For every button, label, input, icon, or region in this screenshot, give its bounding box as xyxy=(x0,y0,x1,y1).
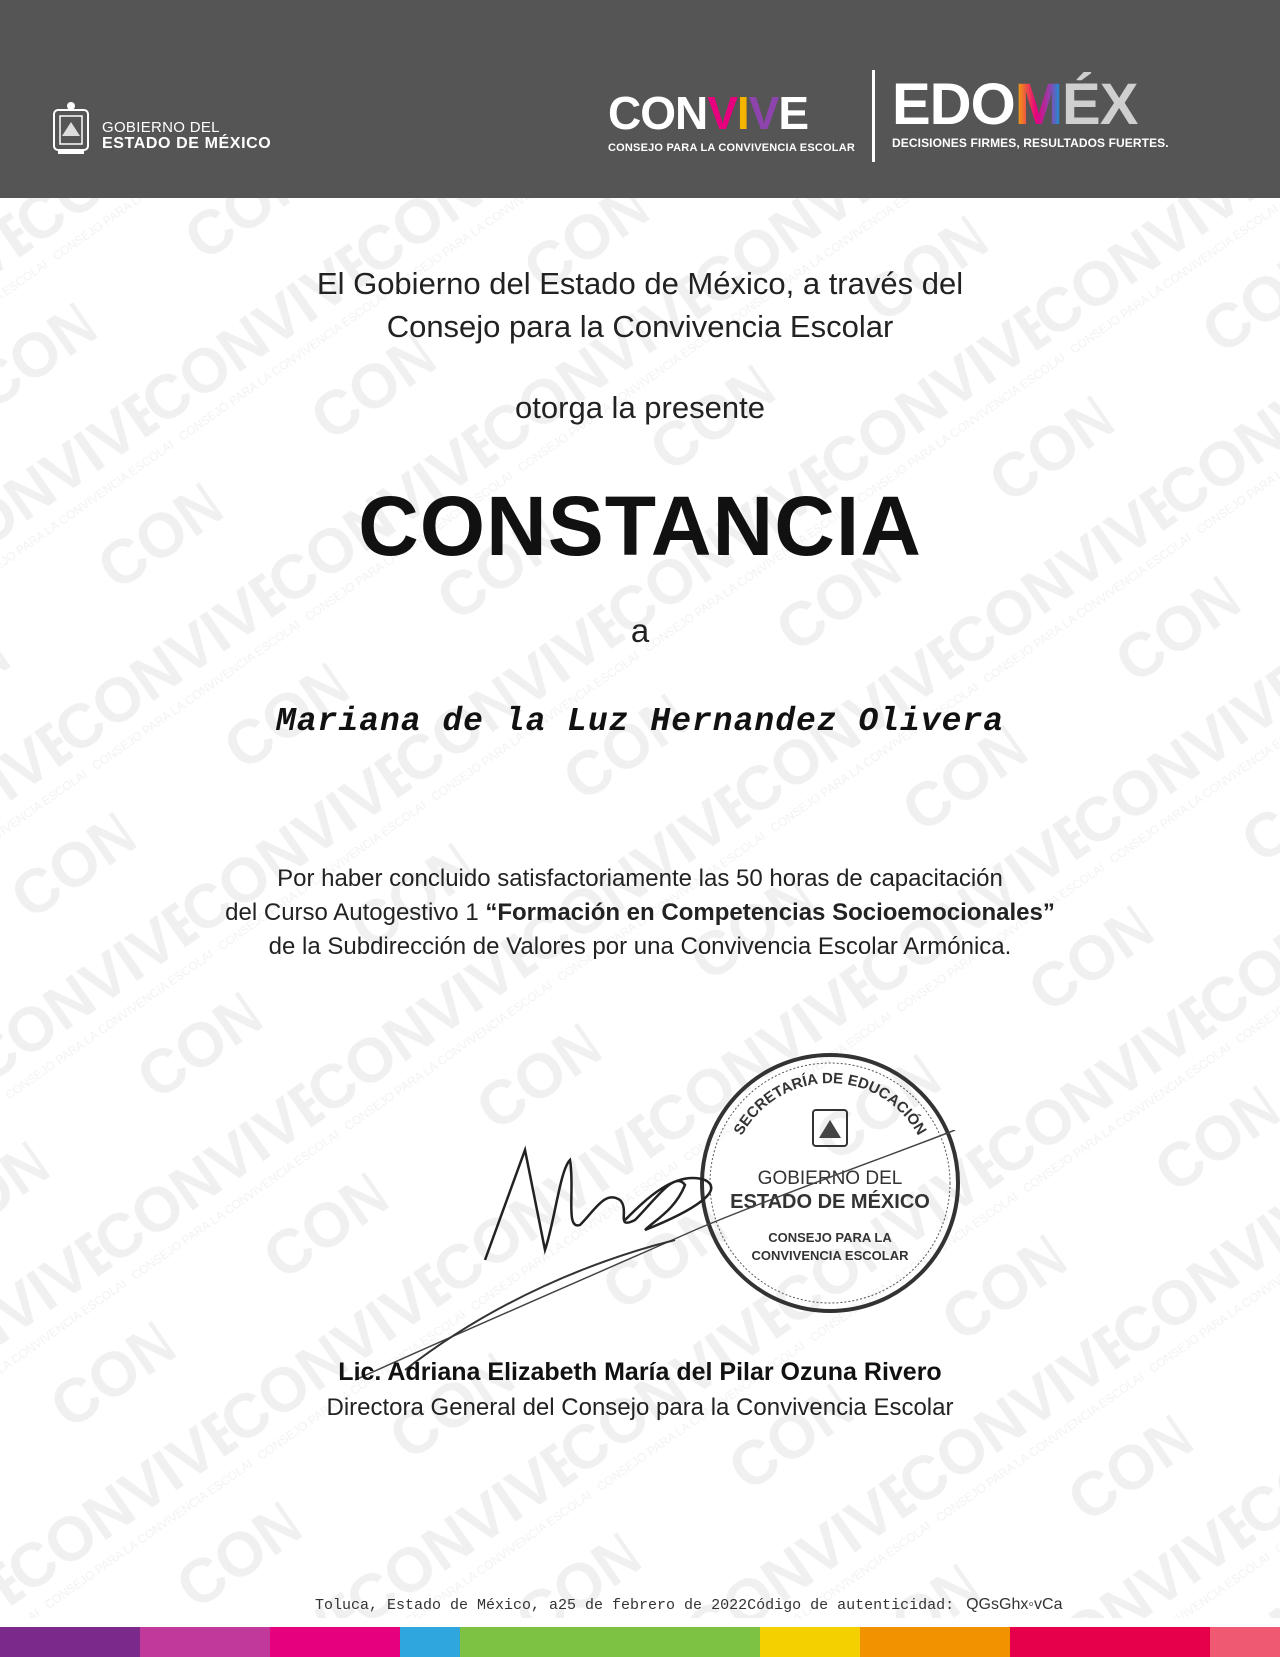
stripe-segment xyxy=(1010,1627,1210,1657)
convive-tagline: CONSEJO PARA LA CONVIVENCIA ESCOLAR xyxy=(608,142,855,154)
course-name: “Formación en Competencias Socioemocionales” xyxy=(485,899,1055,926)
stripe-segment xyxy=(140,1627,270,1657)
handwritten-signature xyxy=(345,1130,965,1390)
grants-text: otorga la presente xyxy=(515,390,765,425)
edomex-logo xyxy=(892,72,1252,156)
recipient-name: Mariana de la Luz Hernandez Olivera xyxy=(275,703,1005,740)
to-word: a xyxy=(630,612,650,649)
intro-text xyxy=(0,262,1280,348)
completion-text xyxy=(0,862,1280,964)
edomex-wordmark: EDOMÉX xyxy=(892,72,1138,137)
certificate-title: CONSTANCIA xyxy=(358,479,922,573)
stripe-segment xyxy=(0,1627,140,1657)
edomex-tagline: DECISIONES FIRMES, RESULTADOS FUERTES. xyxy=(892,136,1169,150)
seal-line1: GOBIERNO DEL xyxy=(757,1168,903,1189)
header-band xyxy=(0,0,1280,198)
stripe-segment xyxy=(860,1627,1010,1657)
body-line2-prefix: del Curso Autogestivo 1 xyxy=(225,899,486,926)
stripe-segment xyxy=(1210,1627,1280,1657)
color-stripe-bar xyxy=(0,1627,1280,1657)
seal-bottom-line2: CONVIVENCIA ESCOLAR xyxy=(751,1248,909,1263)
stripe-segment xyxy=(270,1627,400,1657)
place-date-line xyxy=(315,1596,1062,1614)
government-logo xyxy=(48,100,278,158)
stripe-segment xyxy=(400,1627,460,1657)
intro-line1: El Gobierno del Estado de México, a través del xyxy=(316,266,964,301)
gov-logo-line2: ESTADO DE MÉXICO xyxy=(102,135,272,152)
state-crest-icon xyxy=(48,100,94,156)
intro-line2: Consejo para la Convivencia Escolar xyxy=(386,309,894,344)
logo-divider xyxy=(872,70,875,162)
body-line2 xyxy=(0,896,1280,930)
seal-top-text: SECRETARÍA DE EDUCACIÓN xyxy=(730,1069,930,1139)
body-line1: Por haber concluido satisfactoriamente las 50 horas de capacitación xyxy=(277,865,1003,892)
place-date: Toluca, Estado de México, a25 de febrero de 2022Código de autenticidad: xyxy=(315,1597,955,1614)
convive-wordmark: CONVIVE xyxy=(608,87,809,139)
body-line3: de la Subdirección de Valores por una Convivencia Escolar Armónica. xyxy=(268,933,1012,960)
convive-logo xyxy=(608,87,858,160)
seal-bottom-line1: CONSEJO PARA LA xyxy=(768,1230,892,1245)
gov-logo-line1: GOBIERNO DEL xyxy=(102,119,220,136)
signatory-role: Directora General del Consejo para la Convivencia Escolar xyxy=(326,1394,954,1421)
stripe-segment xyxy=(460,1627,760,1657)
authenticity-code: QGsGhx◦vCa xyxy=(966,1596,1063,1613)
signatory-name: Lic. Adriana Elizabeth María del Pilar Ozuna Rivero xyxy=(338,1358,942,1386)
seal-line2: ESTADO DE MÉXICO xyxy=(730,1191,930,1213)
stripe-segment xyxy=(760,1627,860,1657)
